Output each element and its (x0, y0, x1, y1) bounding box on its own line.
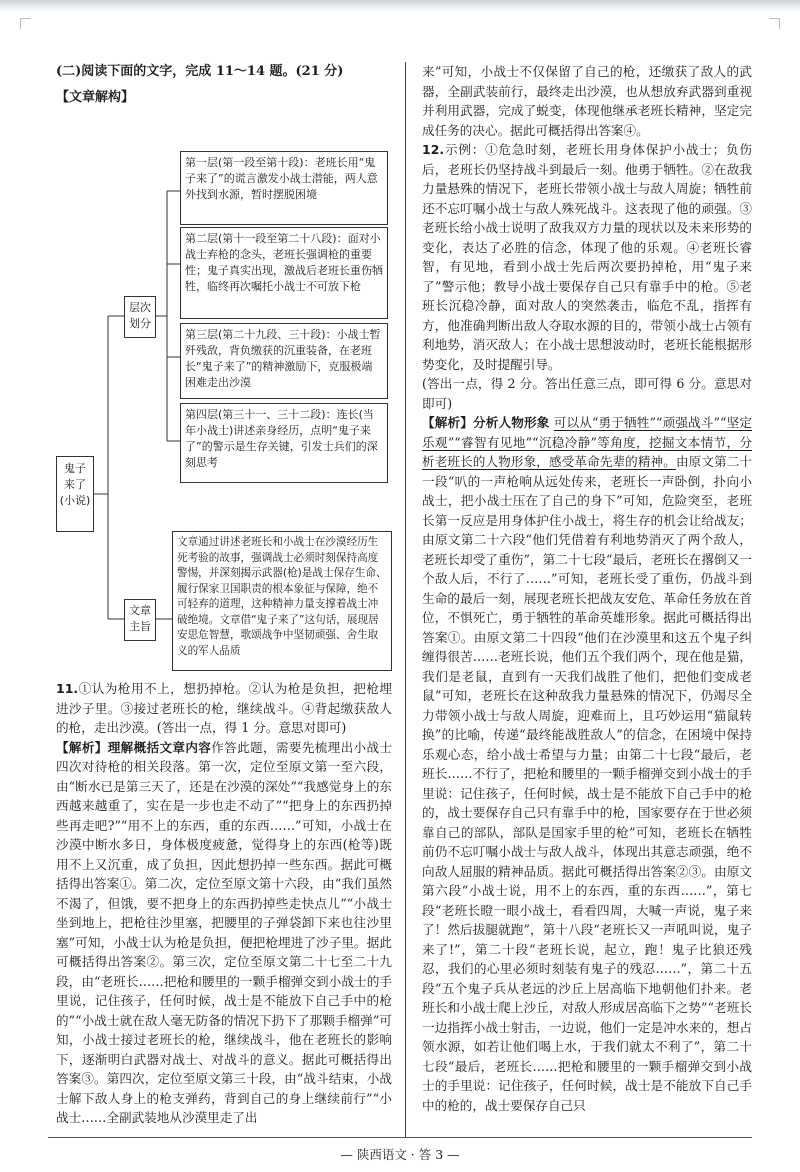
q12-score-note: (答出一点，得 2 分。答出任意三点，即可得 6 分。意思对即可) (422, 376, 752, 411)
q12-analysis-tag: 【解析】分析人物形象 (422, 415, 550, 430)
layer-1-box: 第一层(第一段至第十段)：老班长用“鬼子来了”的谎言激发小战士潜能，两人意外找到水源，暂时摆脱困境 (180, 151, 388, 225)
branch-theme-box: 文章主旨 (124, 599, 156, 641)
footer-rule (48, 1137, 752, 1138)
theme-box: 文章通过讲述老班长和小战士在沙漠经历生死考验的故事，强调战士必须时刻保持高度警惕，并深刻揭示武器(枪)是战士保存生命、履行保家卫国职责的根本象征与保障，绝不可轻弃的道理，这种精神力量支撑着战士冲破绝境。文章借“鬼子来了”这句话，展现居安思危智慧，歌颂战争中坚韧顽强、舍生取义的军人品质 (172, 531, 392, 671)
structure-diagram (56, 111, 392, 671)
q11-answer: ①认为枪用不上，想扔掉枪。②认为枪是负担，把枪埋进沙子里。③接过老班长的枪，继续战斗。④背起缴获敌人的枪，走出沙漠。(答出一点，得 1 分。意思对即可) (56, 681, 392, 735)
q12-analysis-body: 由原文第二十一段“叭的一声枪响从远处传来，老班长一声卧倒，扑向小战士，把小战士压在了自己的身下”可知，危险突至，老班长第一反应是用身体护住小战士，将生存的机会让给战友；由原文第二十六段“他们凭借着有利地势消灭了两个敌人，老班长却受了重伤”，第二十七段“最后，老班长在撂倒又一个敌人后，不行了……”可知，老班长受了重伤，仍战斗到生命的最后一刻，展现老班长把战友安危、革命任务放在首位，不惧死亡，勇于牺牲的革命英雄形象。据此可概括得出答案①。由原文第二十四段“他们在沙漠里和这五个鬼子纠缠得很苦……老班长说，他们五个我们两个，现在他是猫，我们是老鼠，直到有一天我们战胜了他们，把他们变成老鼠”可知，老班长在这种敌我力量悬殊的情况下，仍竭尽全力带领小战士与敌人周旋，迎难而上，且巧妙运用“猫鼠转换”的比喻，传递“最终能战胜敌人”的信念，在困境中保持乐观心态，给小战士希望与力量；由第二十七段“最后，老班长……不行了，把枪和腰里的一颗手榴弹交到小战士的手里说：记住孩子，任何时候，战士是不能放下自己手中的枪的，战士要保存自己只有靠手中的枪，国家要存在于世必须靠自己的部队，部队是国家手里的枪”可知，老班长在牺牲前仍不忘叮嘱小战士与敌人战斗，体现出其意志顽强，绝不向敌人屈服的精神品质。据此可概括得出答案②③。由原文第六段“小战士说，用不上的东西，重的东西……”，第七段“老班长瞪一眼小战士，看看四周，大喊一声说，鬼子来了！然后拔腿就跑”，第十八段“老班长又一声吼叫说，鬼子来了!”，第二十段“老班长说，起立，跑！鬼子比狼还残忍，我们的心里必须时刻装有鬼子的残忍……”，第二十五段“五个鬼子兵从老远的沙丘上居高临下地朝他们扑来。老班长和小战士爬上沙丘，对敌人形成居高临下之势”“老班长一边指挥小战士射击，一边说，他们一定是冲水来的，想占领水源，如若让他们喝上水，于我们就太不利了”，第二十七段“最后，老班长……把枪和腰里的一颗手榴弹交到小战士的手里说：记住孩子，任何时候，战士是不能放下自己手中的枪的，战士要保存自己只 (422, 454, 753, 1113)
q12-number: 12. (422, 142, 445, 157)
layer-3-box: 第三层(第二十九段、三十段)：小战士暂歼残敌，背负缴获的沉重装备，在老班长“鬼子来了”的精神激励下，克服极端困难走出沙漠 (180, 323, 388, 399)
page-footer: — 陕西语文 · 答 3 — (340, 1147, 460, 1162)
crop-mark-right (769, 18, 780, 29)
question-12 (422, 140, 752, 1115)
question-11 (56, 679, 392, 1128)
branch-layers-box: 层次划分 (124, 296, 156, 338)
left-column (56, 62, 392, 1128)
layer-2-box: 第二层(第十一段至第二十八段)：面对小战士弃枪的念头，老班长强调枪的重要性；鬼子真实出现，激战后老班长重伤牺牲，临终再次嘱托小战士不可放下枪 (180, 227, 388, 319)
q11-analysis-tag: 【解析】理解概括文章内容 (56, 739, 212, 755)
q12-answer: 示例：①危急时刻，老班长用身体保护小战士；负伤后，老班长仍坚持战斗到最后一刻。他勇于牺牲。②在敌我力量悬殊的情况下，老班长带领小战士与敌人周旋；牺牲前还不忘叮嘱小战士与敌人殊死战斗。这表现了他的顽强。③老班长给小战士说明了敌我双方力量的现状以及未来形势的变化，表达了必胜的信念，体现了他的乐观。④老班长睿智，有见地，看到小战士先后两次要扔掉枪，用“鬼子来了”警示他；教导小战士要保存自己只有靠手中的枪。⑤老班长沉稳冷静，面对敌人的突然袭击，临危不乱，指挥有方，他准确判断出敌人夺取水源的目的，带领小战士占领有利地势，消灭敌人；在小战士思想波动时，老班长能根据形势变化，及时提醒引导。 (422, 142, 752, 372)
root-box: 鬼子来了(小说) (56, 456, 94, 532)
q11-analysis-body: 作答此题，需要先梳理出小战士四次对待枪的相关段落。第一次，定位至原文第一至六段，由“断水已是第三天了，还是在沙漠的深处”“我感觉身上的东西越来越重了，实在是一步也走不动了”“把身上的东西扔掉些再走吧?”“用不上的东西，重的东西……”可知，小战士在沙漠中断水多日，身体极度疲惫，觉得身上的东西(枪等)既用不上又沉重，成了负担，因此想扔掉一些东西。据此可概括得出答案①。第二次，定位至原文第十六段，由“我们虽然不渴了，但饿，要不把身上的东西扔掉些走快点儿”“小战士坐到地上，把枪往沙里塞，把腰里的子弹袋卸下来也往沙里塞”可知，小战士认为枪是负担，便把枪埋进了沙子里。据此可概括得出答案②。第三次，定位至原文第二十七至二十九段，由“老班长……把枪和腰里的一颗手榴弹交到小战士的手里说，记住孩子，任何时候，战士是不能放下自己手中的枪的”“小战士就在敌人毫无防备的情况下扔下了那颗手榴弹”可知，小战士接过老班长的枪，继续战斗，他在老班长的影响下，逐渐明白武器对战士、对战斗的意义。据此可概括得出答案③。第四次，定位至原文第三十段，由“战斗结束，小战士解下敌人身上的枪支弹药，背到自己的身上继续前行”“小战士……全副武装地从沙漠里走了出 (56, 739, 393, 1125)
q11-number: 11. (56, 681, 79, 696)
layer-4-box: 第四层(第三十一、三十二段)：连长(当年小战士)讲述亲身经历，点明“鬼子来了”的警示是生存关键，引发士兵们的深刻思考 (180, 403, 388, 483)
crop-mark-left (20, 18, 31, 29)
q11-continuation: 来”可知，小战士不仅保留了自己的枪，还缴获了敌人的武器，全副武装前行，最终走出沙漠，也从想放弃武器到重视并利用武器，完成了蜕变，体现他继承老班长精神，坚定完成任务的决心。据此可概括得出答案④。 (422, 64, 752, 138)
column-divider (405, 62, 406, 1137)
top-shadow (0, 0, 800, 12)
right-column (422, 62, 752, 1115)
section-title: (二)阅读下面的文字，完成 11～14 题。(21 分) (56, 64, 344, 79)
q12-analysis-intro: 可以从“勇于牺牲”“顽强战斗”“坚定乐观”“睿智有见地”“沉稳冷静”等角度，挖掘文本情节，分析老班长的人物形象，感受革命先辈的精神。 (422, 415, 752, 469)
analysis-label: 【文章解构】 (56, 89, 135, 105)
